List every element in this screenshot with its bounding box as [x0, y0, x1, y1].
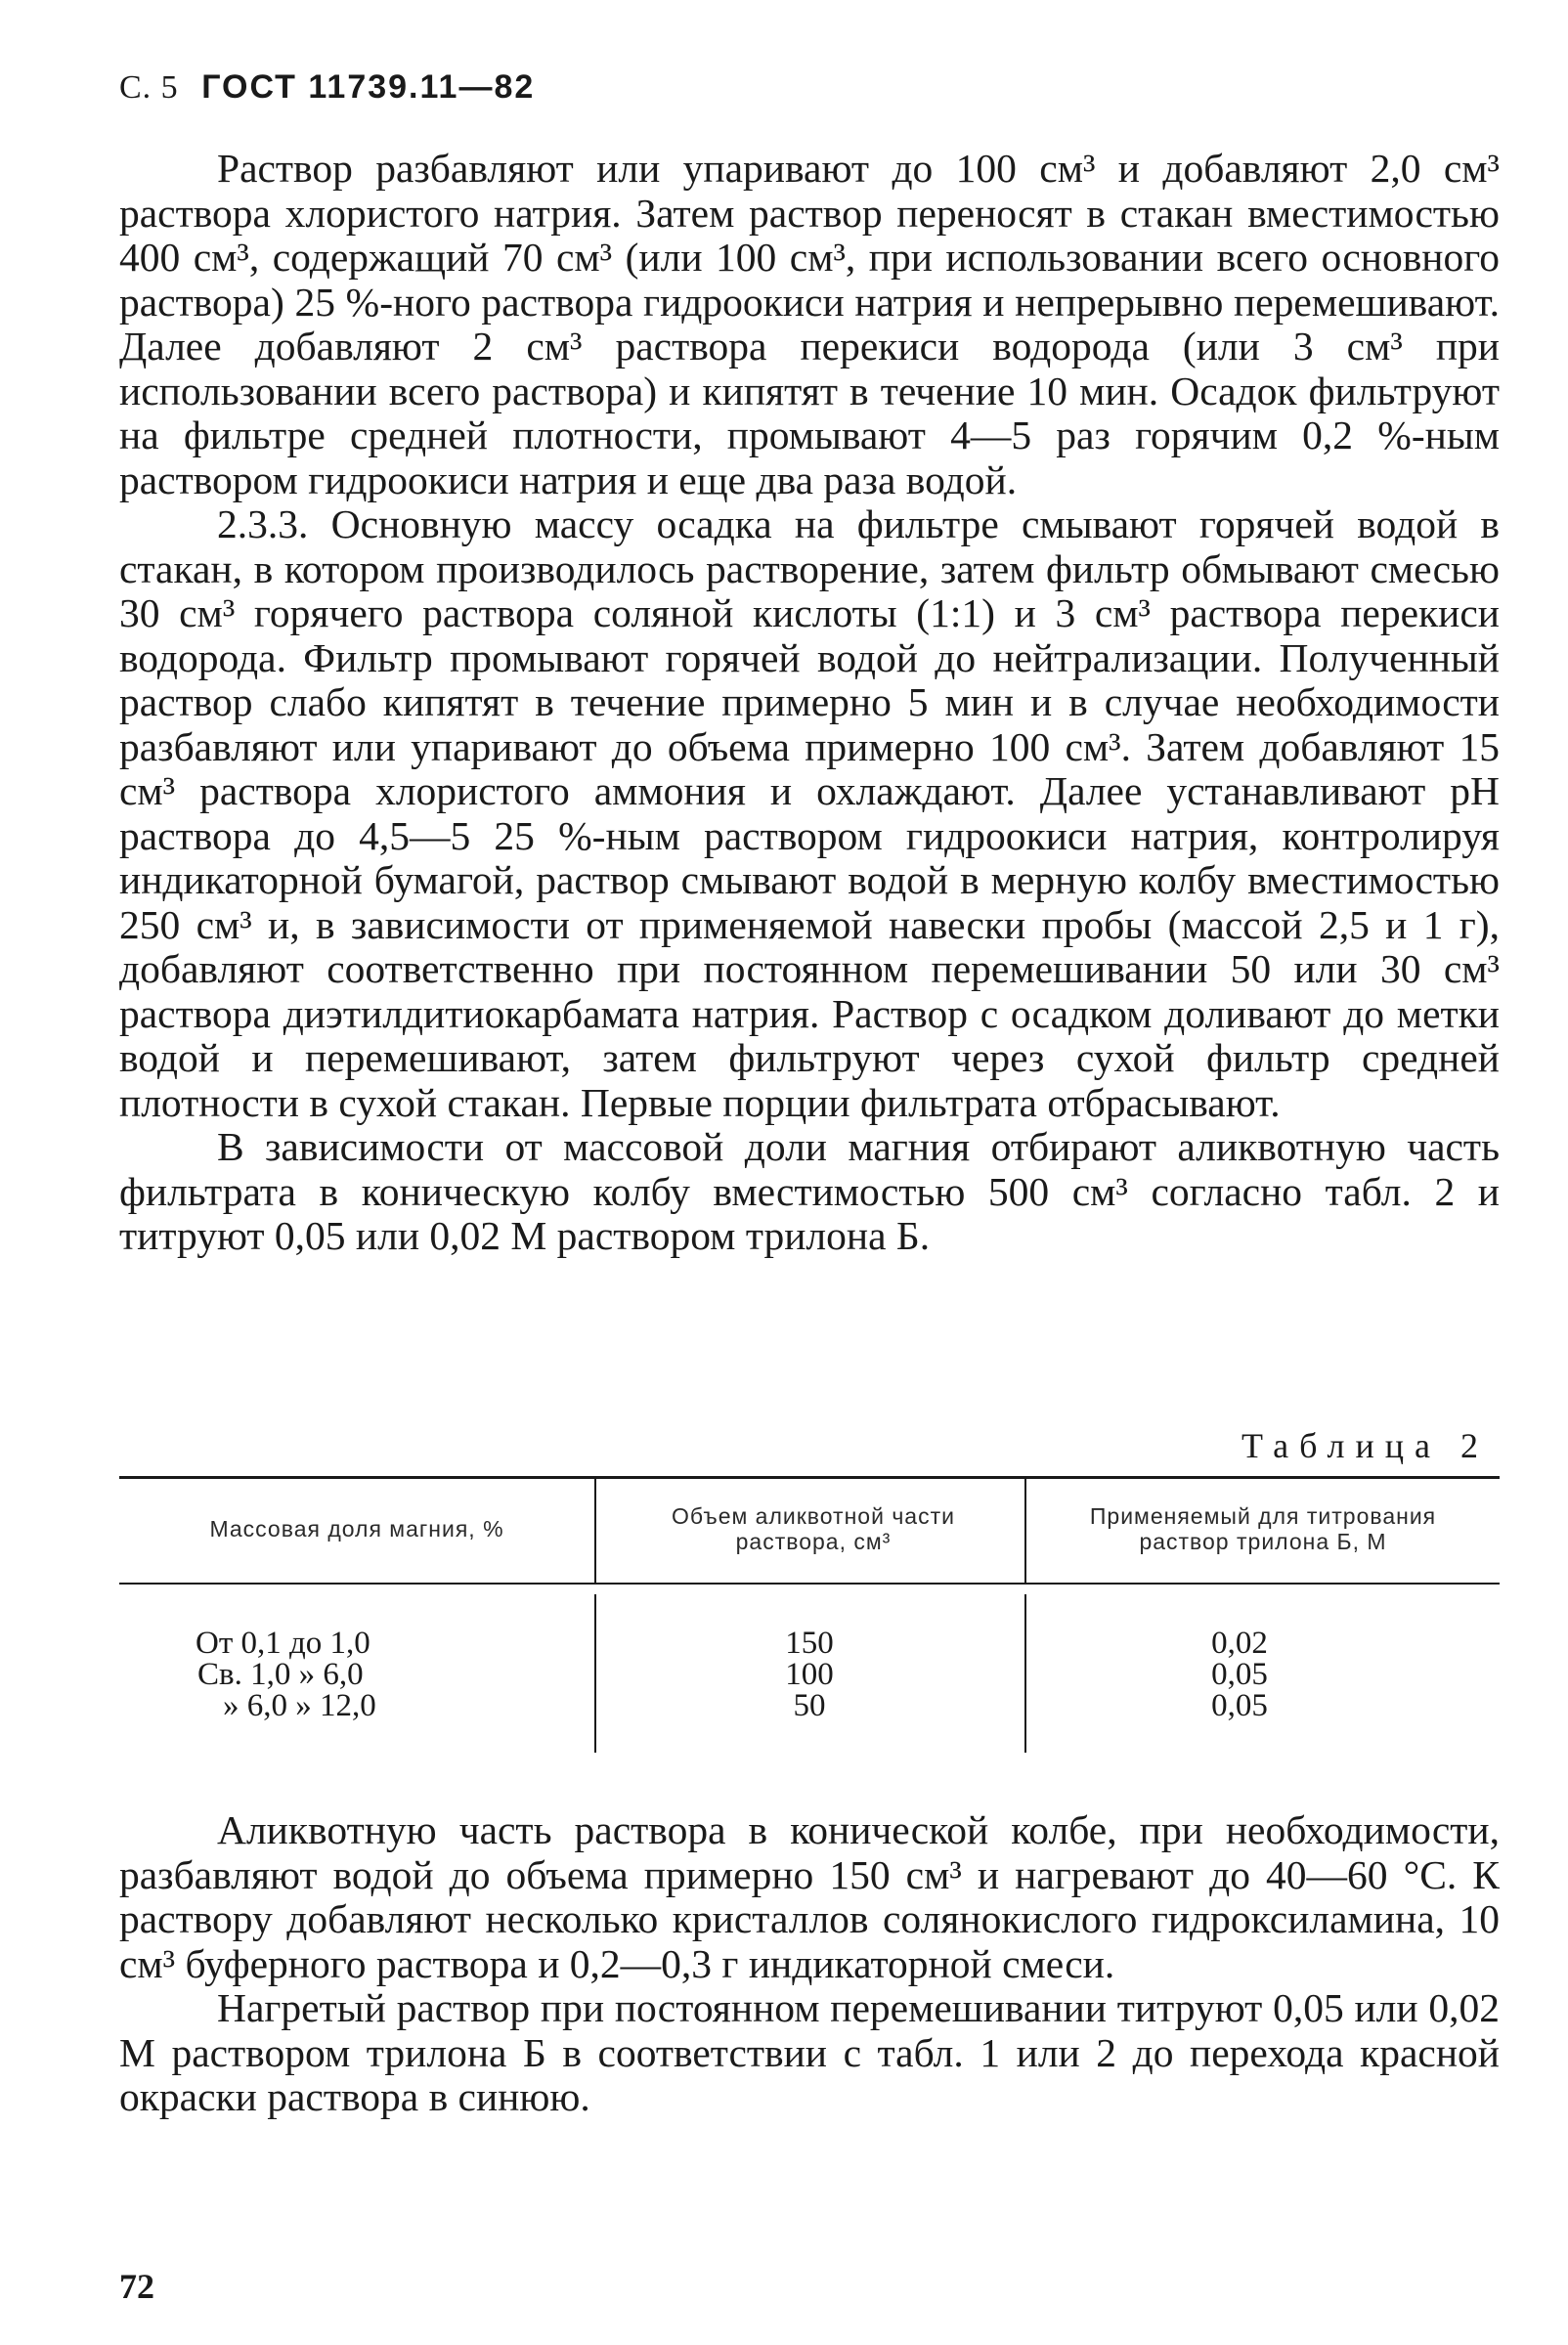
paragraph-aliquot-heating: Аликвотную часть раствора в конической колбе, при необходимости, разбавляют водой до объема примерно 150 см³ и нагревают до 40—60 °С. К раствору добавляют несколько кристаллов солянокислого гидроксиламина, 10 см³ буферного раствора и 0,2—0,3 г индикаторной смеси. — [119, 1807, 1500, 1986]
table-row-volume: 150 — [785, 1626, 834, 1661]
table-header-rule — [119, 1583, 1500, 1585]
table-row-range: От 0,1 до 1,0 — [196, 1626, 370, 1661]
table-row-range: » 6,0 » 12,0 — [223, 1688, 376, 1723]
table-row-molarity: 0,02 — [1211, 1626, 1268, 1661]
column-molarity — [1024, 1628, 1455, 1721]
header-aliquot-volume: Объем аликвотной части раствора, см³ — [672, 1503, 955, 1554]
table-row-volume: 100 — [785, 1657, 834, 1692]
column-ranges — [196, 1628, 376, 1721]
paragraph-2-3-3: 2.3.3. Основную массу осадка на фильтре смывают горячей водой в стакан, в котором производилось растворение, затем фильтр обмывают смесью 30 см³ горячего раствора соляной кислоты (1:1) и 3 см³ раствора перекиси водорода. Фильтр промывают горячей водой до нейтрализации. Полученный раствор слабо кипятят в течение примерно 5 мин и в случае необходимости разбавляют или упаривают до объема примерно 100 см³. Затем добавляют 15 см³ раствора хлористого аммония и охлаждают. Далее устанавливают pH раствора до 4,5—5 25 %-ным раствором гидроокиси натрия, контролируя индикаторной бумагой, раствор смывают водой в мерную колбу вместимостью 250 см³ и, в зависимости от применяемой навески пробы (массой 2,5 и 1 г), добавляют соответственно при постоянном перемешивании 50 или 30 см³ раствора диэтилдитиокарбамата натрия. Раствор с осадком доливают до метки водой и перемешивают, затем фильтруют через сухой фильтр средней плотности в сухой стакан. Первые порции фильтрата отбрасывают. — [119, 501, 1500, 1125]
body-text-top — [119, 147, 1500, 1259]
standard-code: ГОСТ 11739.11—82 — [201, 68, 536, 106]
table-row-molarity: 0,05 — [1211, 1657, 1268, 1692]
paragraph-titration: Нагретый раствор при постоянном перемешивании титруют 0,05 или 0,02 М раствором трилона Б в соответствии с табл. 1 или 2 до перехода красной окраски раствора в синюю. — [119, 1985, 1500, 2119]
table-vline-1-header — [594, 1476, 596, 1583]
header-trilon-molarity: Применяемый для титрования раствор трилона Б, М — [1089, 1503, 1437, 1554]
body-text-bottom — [119, 1808, 1500, 2120]
table-row-molarity: 0,05 — [1211, 1688, 1268, 1723]
column-volumes — [594, 1628, 1024, 1721]
table-caption: Таблица 2 — [1241, 1426, 1489, 1465]
table-vline-2-header — [1024, 1476, 1026, 1583]
page-header — [119, 68, 535, 107]
header-magnesium-fraction: Массовая доля магния, % — [209, 1516, 504, 1542]
paragraph-dilution: Раствор разбавляют или упаривают до 100 см³ и добавляют 2,0 см³ раствора хлористого натрия. Затем раствор переносят в стакан вместимостью 400 см³, содержащий 70 см³ (или 100 см³, при использовании всего основного раствора) 25 %-ного раствора гидроокиси натрия и непрерывно перемешивают. Далее добавляют 2 см³ раствора перекиси водорода (или 3 см³ при использовании всего раствора) и кипятят в течение 10 мин. Осадок фильтруют на фильтре средней плотности, промывают 4—5 раз горячим 0,2 %-ным раствором гидроокиси натрия и еще два раза водой. — [119, 146, 1500, 502]
table-top-rule — [119, 1476, 1500, 1479]
page-ref: С. 5 — [119, 69, 179, 106]
paragraph-aliquot-selection: В зависимости от массовой доли магния отбирают аликвотную часть фильтрата в коническую колбу вместимостью 500 см³ согласно табл. 2 и титруют 0,05 или 0,02 М раствором трилона Б. — [119, 1124, 1500, 1258]
table-2 — [119, 1476, 1500, 1753]
table-row-range: Св. 1,0 » 6,0 — [197, 1657, 364, 1692]
table-row-volume: 50 — [793, 1688, 826, 1723]
page-number: 72 — [119, 2267, 154, 2306]
